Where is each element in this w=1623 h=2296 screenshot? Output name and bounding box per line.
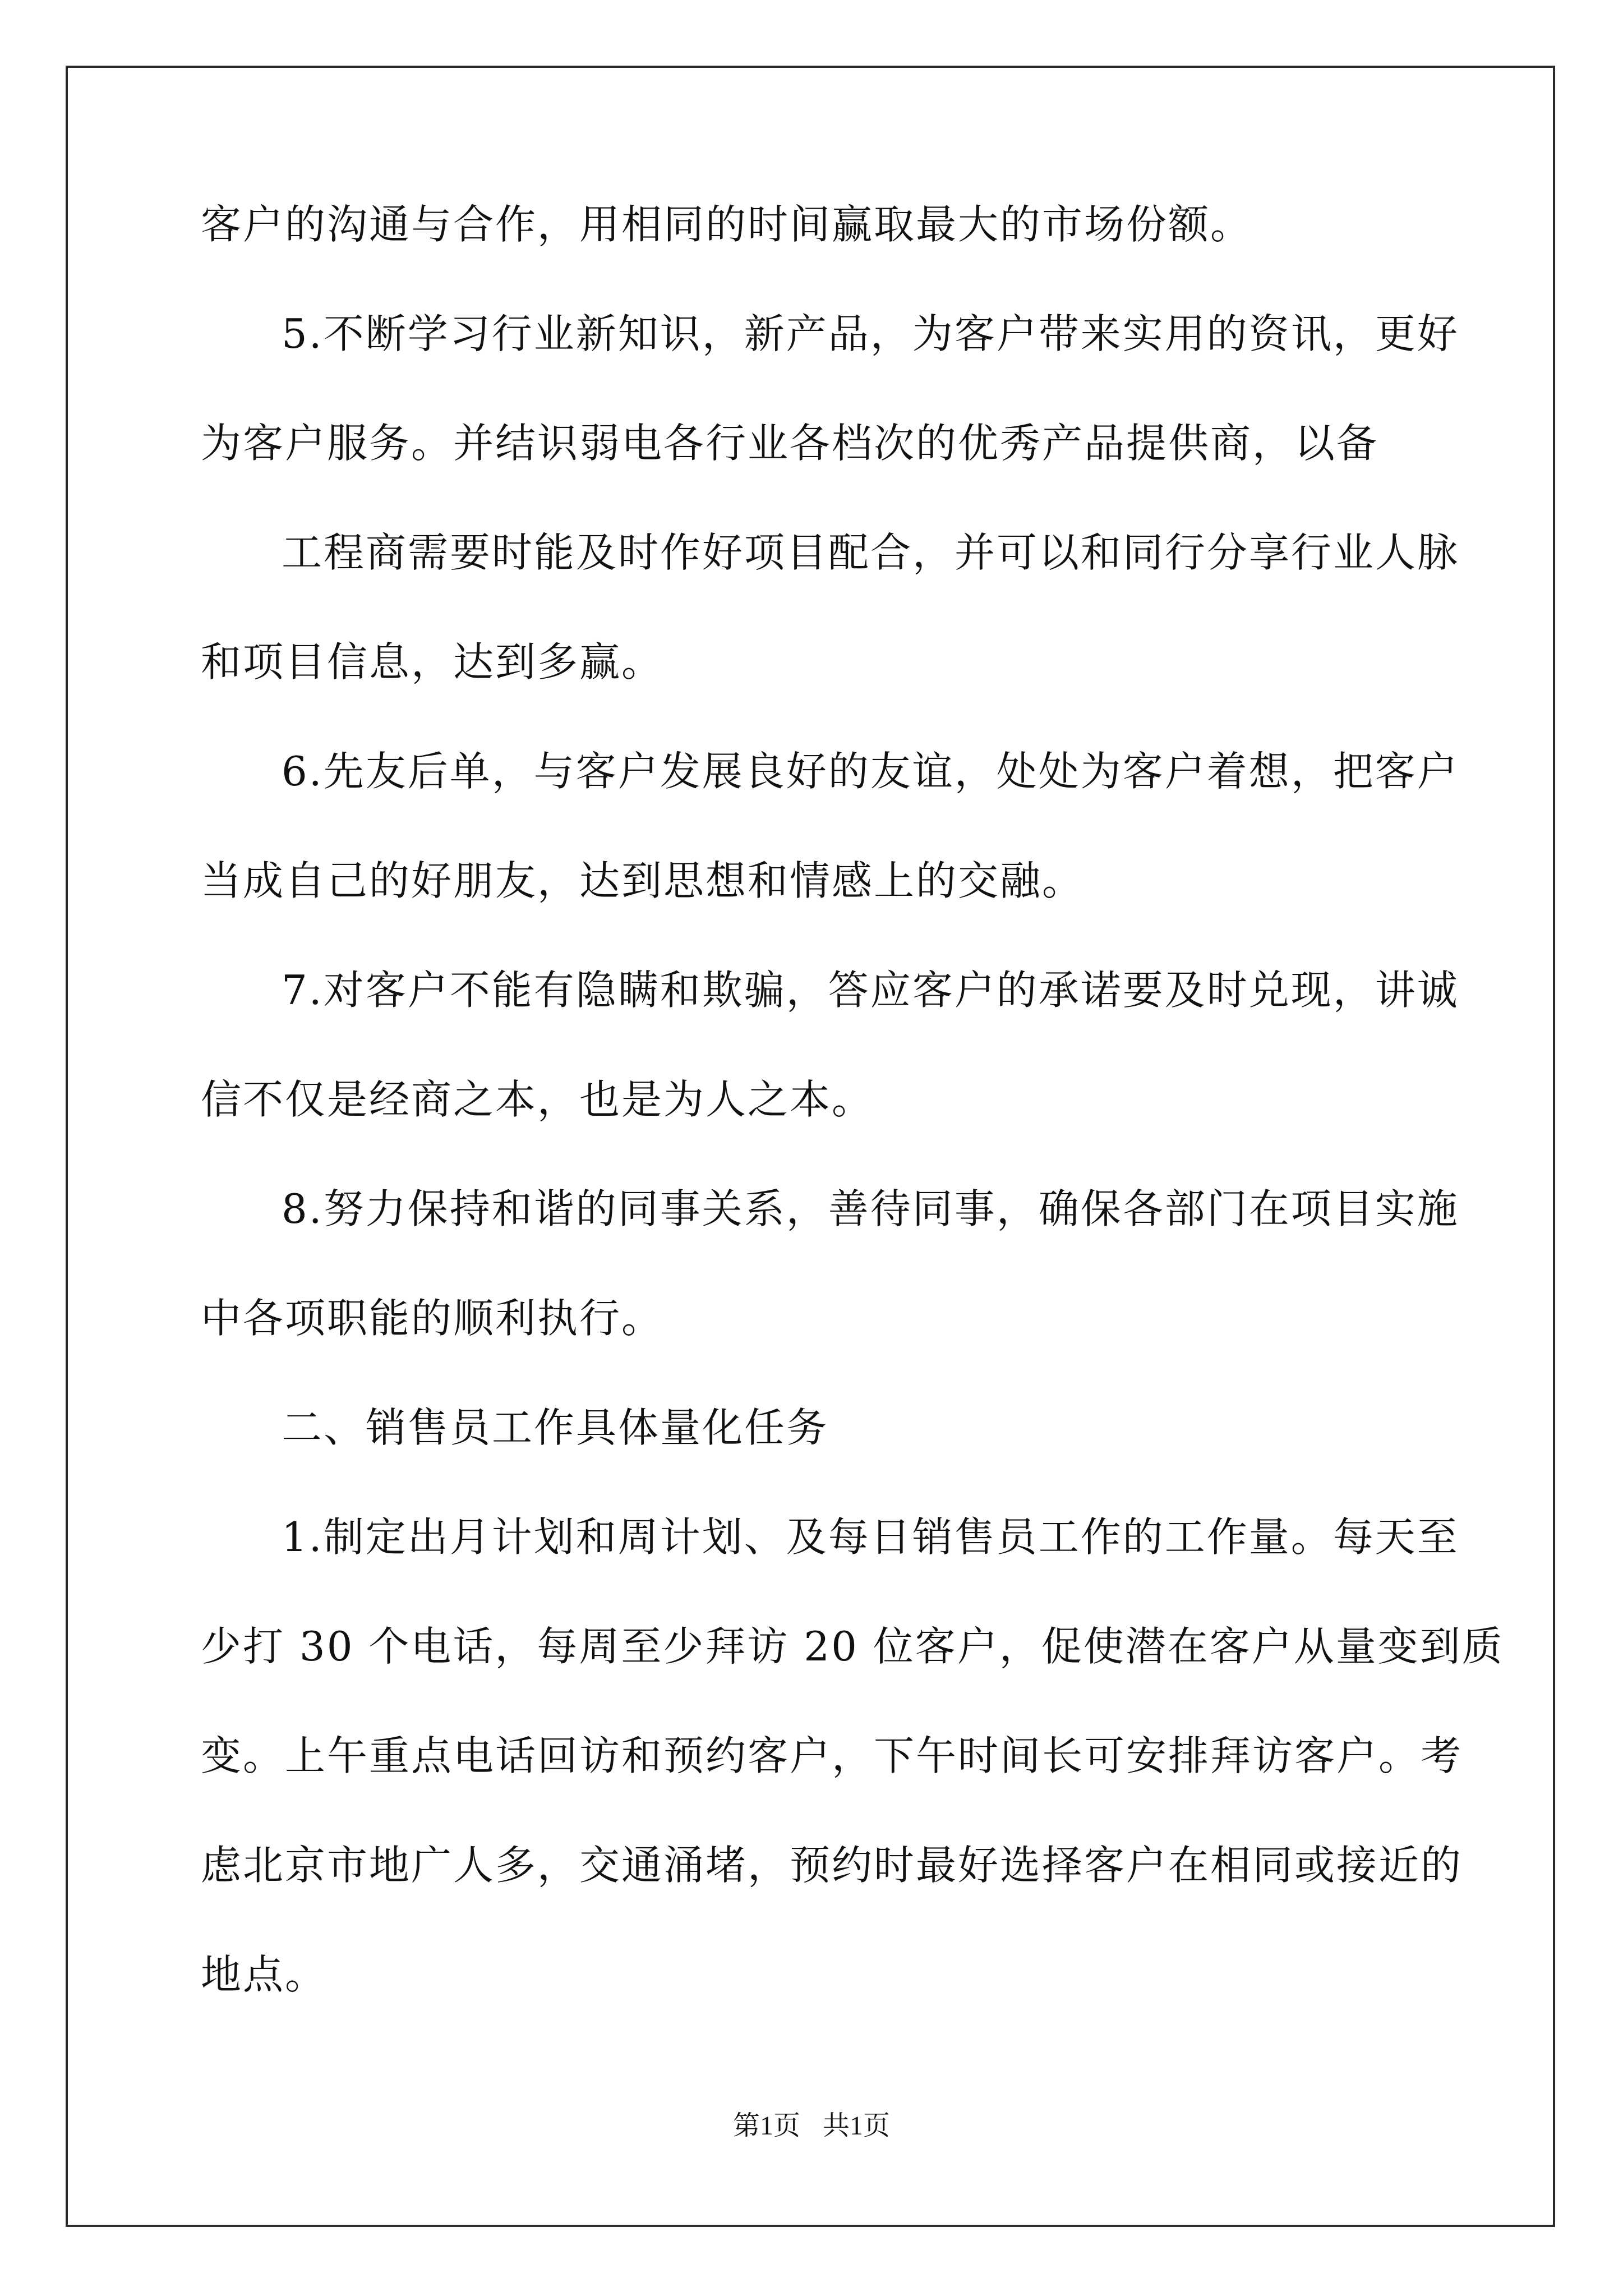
text-line-8: 7.对客户不能有隐瞒和欺骗，答应客户的承诺要及时兑现，讲诚 [282, 967, 1459, 1014]
page-number: 第1页 [732, 2111, 800, 2141]
page-footer [0, 2109, 1623, 2143]
text-line-13: 1.制定出月计划和周计划、及每日销售员工作的工作量。每天至 [282, 1513, 1459, 1561]
text-line-6: 6.先友后单，与客户发展良好的友谊，处处为客户着想，把客户 [282, 748, 1459, 795]
text-line-2: 5.不断学习行业新知识，新产品，为客户带来实用的资讯，更好 [282, 310, 1459, 357]
page-total: 共1页 [823, 2111, 891, 2141]
text-line-7: 当成自己的好朋友，达到思想和情感上的交融。 [201, 857, 1085, 904]
text-line-9: 信不仅是经商之本，也是为人之本。 [201, 1076, 874, 1123]
text-line-17: 地点。 [201, 1951, 328, 1998]
text-line-4: 工程商需要时能及时作好项目配合，并可以和同行分享行业人脉 [282, 529, 1460, 576]
section-heading: 二、销售员工作具体量化任务 [282, 1404, 829, 1451]
text-line-14: 少打 30 个电话，每周至少拜访 20 位客户，促使潜在客户从量变到质 [201, 1623, 1504, 1670]
text-line-3: 为客户服务。并结识弱电各行业各档次的优秀产品提供商，以备 [201, 420, 1379, 467]
text-line-16: 虑北京市地广人多，交通涌堵，预约时最好选择客户在相同或接近的 [201, 1842, 1463, 1889]
text-line-5: 和项目信息，达到多赢。 [201, 638, 664, 685]
page-border [66, 66, 1555, 2227]
text-line-11: 中各项职能的顺利执行。 [201, 1295, 664, 1342]
text-line-10: 8.努力保持和谐的同事关系，善待同事，确保各部门在项目实施 [282, 1185, 1459, 1232]
text-line-1: 客户的沟通与合作，用相同的时间赢取最大的市场份额。 [201, 201, 1253, 248]
text-line-15: 变。上午重点电话回访和预约客户，下午时间长可安排拜访客户。考 [201, 1732, 1463, 1779]
